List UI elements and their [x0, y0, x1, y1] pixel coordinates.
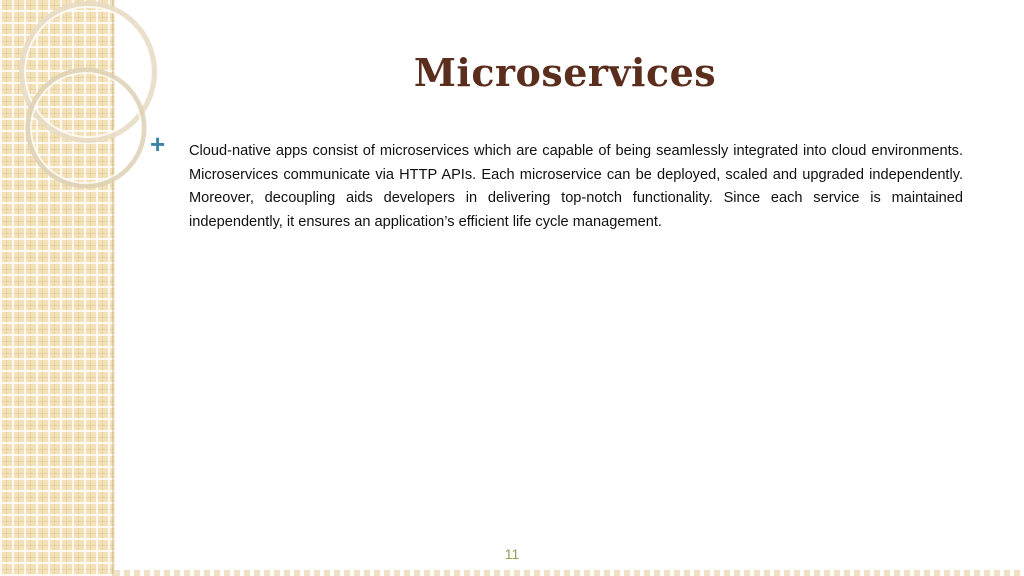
- bullet-text: Cloud-native apps consist of microservices which are capable of being seamlessly integrated into cloud environments. Microservices communicate via HTTP APIs. Each microservice can be deployed, scaled and upgraded independently. Moreover, decoupling aids developers in delivering top-notch functionality. Since each service is maintained independently, it ensures an application’s efficient life cycle management.: [189, 143, 963, 230]
- plus-bullet-icon: +: [150, 129, 166, 159]
- slide-title: Microservices: [413, 50, 717, 95]
- decorative-rings: [0, 0, 180, 220]
- decorative-bottom-strip: [114, 570, 1024, 576]
- page-number: 11: [504, 546, 520, 562]
